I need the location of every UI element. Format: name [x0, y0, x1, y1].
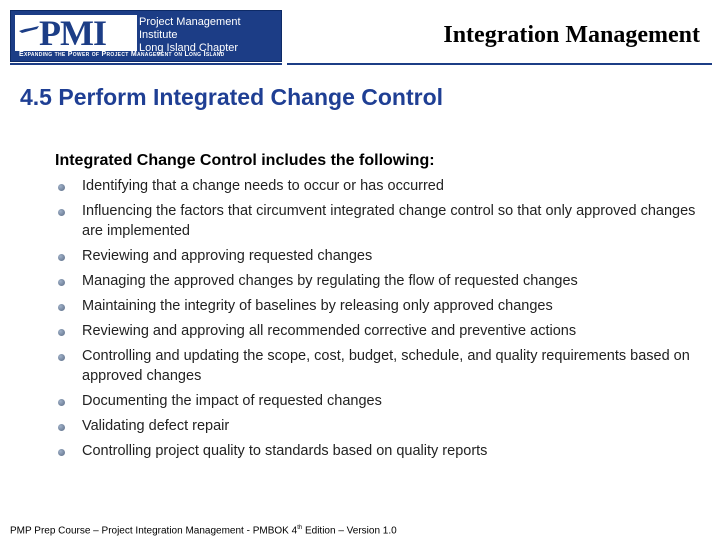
footer-text — [10, 525, 397, 536]
bullet-text: Influencing the factors that circumvent integrated change control so that only approved changes are implemented — [82, 203, 696, 239]
list-item — [56, 296, 706, 316]
list-item — [56, 321, 706, 341]
intro-text: Integrated Change Control includes the following: — [55, 152, 435, 169]
bullet-icon — [58, 449, 65, 456]
long-island-icon — [19, 26, 39, 34]
bullet-text: Maintaining the integrity of baselines by releasing only approved changes — [82, 298, 553, 314]
bullet-text: Managing the approved changes by regulating the flow of requested changes — [82, 273, 578, 289]
bullet-icon — [58, 399, 65, 406]
footer-text-start: PMP Prep Course – Project Integration Management - PMBOK 4 — [10, 525, 298, 537]
list-item — [56, 201, 706, 241]
bullet-text: Controlling project quality to standards based on quality reports — [82, 443, 488, 459]
section-title: Integration Management — [443, 22, 700, 48]
logo-chapter-text — [139, 16, 281, 55]
bullet-icon — [58, 354, 65, 361]
list-item — [56, 246, 706, 266]
list-item — [56, 416, 706, 436]
logo-line-2: Long Island Chapter — [139, 42, 239, 54]
list-item — [56, 391, 706, 411]
bullet-text: Controlling and updating the scope, cost, budget, schedule, and quality requirements based on approved changes — [82, 348, 690, 384]
bullet-icon — [58, 424, 65, 431]
footer-superscript: th — [297, 525, 303, 531]
bullet-icon — [58, 279, 65, 286]
bullet-icon — [58, 184, 65, 191]
header-rule — [287, 63, 712, 65]
list-item — [56, 441, 706, 461]
list-item — [56, 271, 706, 291]
bullet-text: Identifying that a change needs to occur or has occurred — [82, 178, 444, 194]
bullet-icon — [58, 304, 65, 311]
bullet-text: Reviewing and approving requested changes — [82, 248, 373, 264]
footer-text-end: Edition – Version 1.0 — [302, 525, 397, 537]
bullet-text: Reviewing and approving all recommended corrective and preventive actions — [82, 323, 577, 339]
list-item — [56, 346, 706, 386]
pmi-logo-banner — [10, 10, 282, 62]
header-rule-left — [10, 63, 282, 65]
bullet-text: Documenting the impact of requested changes — [82, 393, 382, 409]
bullet-list — [56, 176, 706, 466]
pmi-logo-mark — [15, 15, 137, 51]
logo-tagline: Expanding the Power of Project Management on Long Island — [19, 51, 225, 58]
list-item — [56, 176, 706, 196]
logo-line-1: Project Management Institute — [139, 16, 241, 41]
slide-title: 4.5 Perform Integrated Change Control — [20, 84, 444, 110]
bullet-icon — [58, 209, 65, 216]
bullet-icon — [58, 329, 65, 336]
bullet-icon — [58, 254, 65, 261]
logo-pmi-text: PMI — [39, 13, 106, 53]
bullet-text: Validating defect repair — [82, 418, 230, 434]
